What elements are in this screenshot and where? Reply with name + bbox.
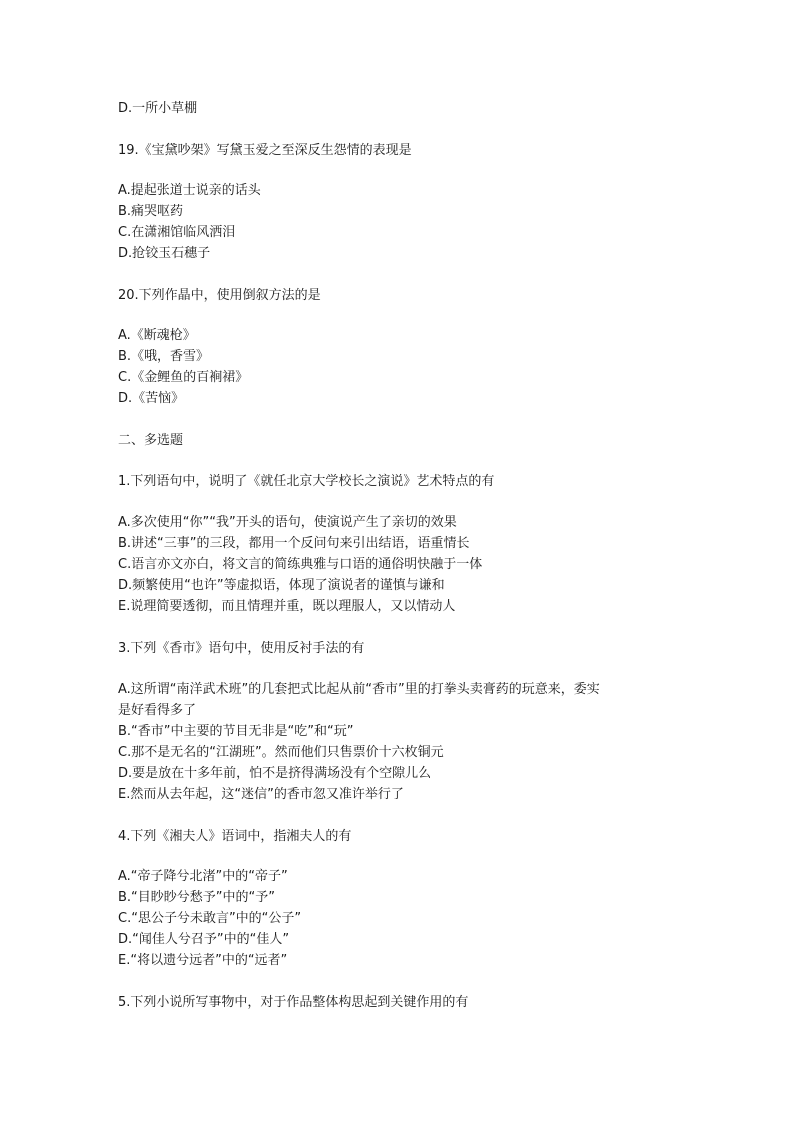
question-m3: 3.下列《香市》语句中，使用反衬手法的有: [118, 641, 365, 656]
option-b-q20: B.《哦，香雪》: [118, 349, 210, 364]
question-20: 20.下列作晶中，使用倒叙方法的是: [118, 288, 321, 303]
option-d-q19: D.抢铰玉石穗子: [118, 246, 211, 261]
option-a-m4: A.“帝子降兮北渚”中的“帝子”: [118, 869, 288, 884]
option-d-q18: D.一所小草棚: [118, 101, 198, 116]
option-c-q19: C.在潇湘馆临风洒泪: [118, 225, 236, 240]
question-m1: 1.下列语句中，说明了《就任北京大学校长之演说》艺术特点的有: [118, 474, 495, 489]
question-19: 19.《宝黛吵架》写黛玉爱之至深反生怨情的表现是: [118, 143, 412, 158]
option-c-m3: C.那不是无名的“江湖班”。然而他们只售票价十六枚铜元: [118, 745, 444, 760]
option-d-m4: D.“闻佳人兮召予”中的“佳人”: [118, 932, 290, 947]
option-b-q19: B.痛哭呕药: [118, 204, 184, 219]
option-b-m3: B.“香市”中主要的节目无非是“吃”和“玩”: [118, 724, 354, 739]
option-c-q20: C.《金鲤鱼的百裥裙》: [118, 370, 249, 385]
option-a-m3-continued: 是好看得多了: [118, 703, 197, 718]
section-heading: 二、多选题: [118, 433, 184, 448]
option-a-q19: A.提起张道士说亲的话头: [118, 183, 261, 198]
question-m5: 5.下列小说所写事物中，对于作品整体构思起到关键作用的有: [118, 995, 469, 1010]
question-m4: 4.下列《湘夫人》语词中，指湘夫人的有: [118, 829, 352, 844]
option-a-m3: A.这所谓“南洋武术班”的几套把式比起从前“香市”里的打拳头卖膏药的玩意来，委实: [118, 682, 600, 697]
option-d-m1: D.频繁使用“也许”等虚拟语，体现了演说者的谨慎与谦和: [118, 578, 445, 593]
option-d-m3: D.要是放在十多年前，怕不是挤得满场没有个空隙儿么: [118, 766, 432, 781]
option-e-m3: E.然而从去年起，这“迷信”的香市忽又准许举行了: [118, 787, 404, 802]
option-c-m4: C.“思公子兮未敢言”中的“公子”: [118, 911, 302, 926]
option-e-m1: E.说理简要透彻，而且情理并重，既以理服人，又以情动人: [118, 599, 456, 614]
option-b-m1: B.讲述“三事”的三段，都用一个反问句来引出结语，语重情长: [118, 536, 470, 551]
option-a-q20: A.《断魂枪》: [118, 328, 196, 343]
option-e-m4: E.“将以遗兮远者”中的“远者”: [118, 953, 288, 968]
option-b-m4: B.“目眇眇兮愁予”中的“予”: [118, 890, 275, 905]
option-c-m1: C.语言亦文亦白，将文言的简练典雅与口语的通俗明快融于一体: [118, 557, 483, 572]
option-a-m1: A.多次使用“你”“我”开头的语句，使演说产生了亲切的效果: [118, 515, 457, 530]
option-d-q20: D.《苦恼》: [118, 391, 185, 406]
